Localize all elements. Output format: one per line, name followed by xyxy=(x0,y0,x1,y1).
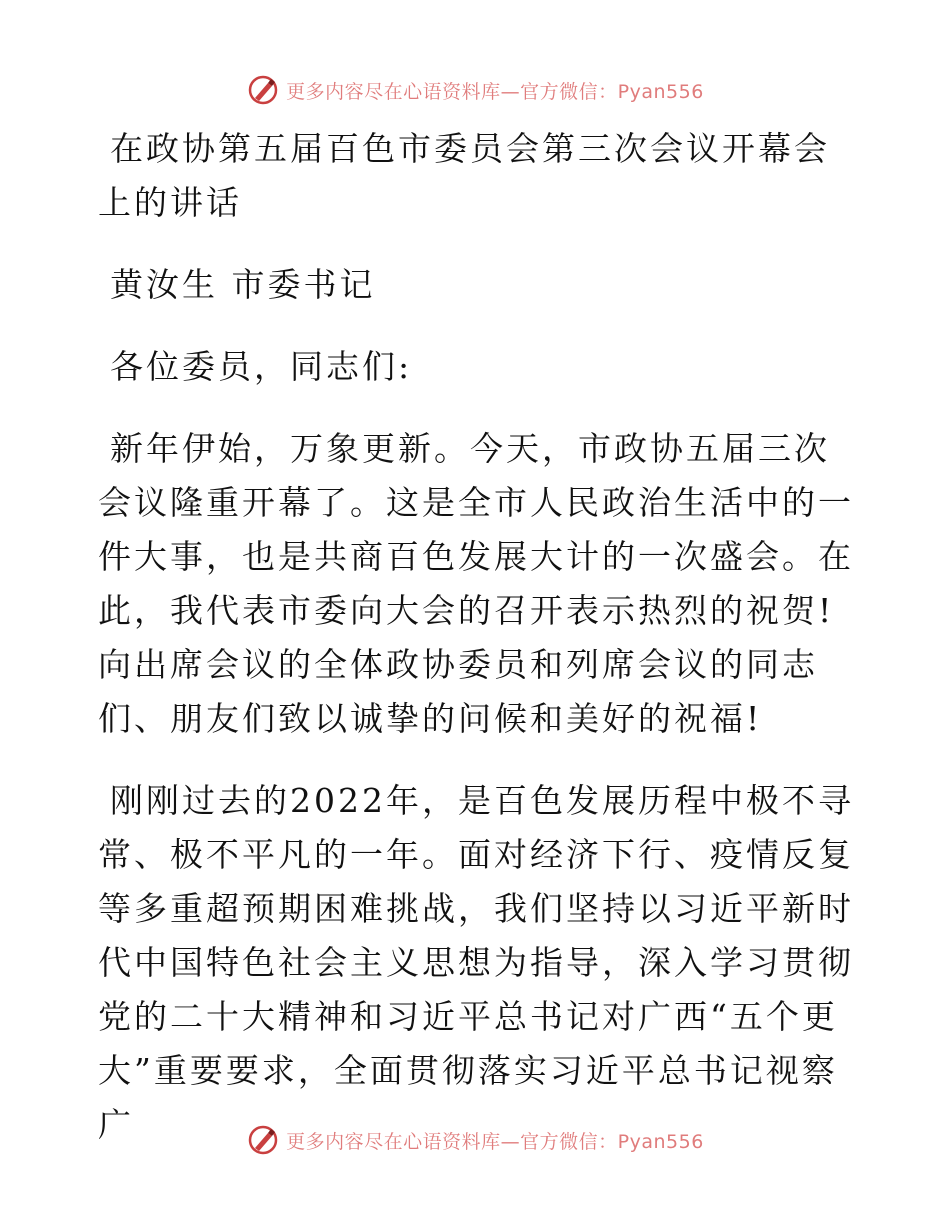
document-body xyxy=(98,122,858,1180)
watermark-text: 更多内容尽在心语资料库—官方微信：Pyan556 xyxy=(286,1130,704,1153)
document-salutation: 各位委员，同志们: xyxy=(110,347,413,386)
pen-logo-icon xyxy=(246,1123,280,1157)
document-author: 黄汝生 市委书记 xyxy=(110,265,376,304)
body-paragraph: 刚刚过去的2022年，是百色发展历程中极不寻常、极不平凡的一年。面对经济下行、疫情反复等多重超预期困难挑战，我们坚持以习近平新时代中国特色社会主义思想为指导，深入学习贯彻党的二十大精神和习近平总书记对广西“五个更大”重要要求，全面贯彻落实习近平总书记视察广 xyxy=(98,781,854,1144)
watermark-text: 更多内容尽在心语资料库—官方微信：Pyan556 xyxy=(286,80,704,103)
watermark-header xyxy=(0,70,950,110)
body-paragraph: 新年伊始，万象更新。今天，市政协五届三次会议隆重开幕了。这是全市人民政治生活中的一件大事，也是共商百色发展大计的一次盛会。在此，我代表市委向大会的召开表示热烈的祝贺!向出席会议的全体政协委员和列席会议的同志们、朋友们致以诚挚的问候和美好的祝福! xyxy=(98,429,854,738)
document-title: 在政协第五届百色市委员会第三次会议开幕会上的讲话 xyxy=(98,129,830,222)
pen-logo-icon xyxy=(246,73,280,107)
watermark-footer xyxy=(0,1120,950,1160)
